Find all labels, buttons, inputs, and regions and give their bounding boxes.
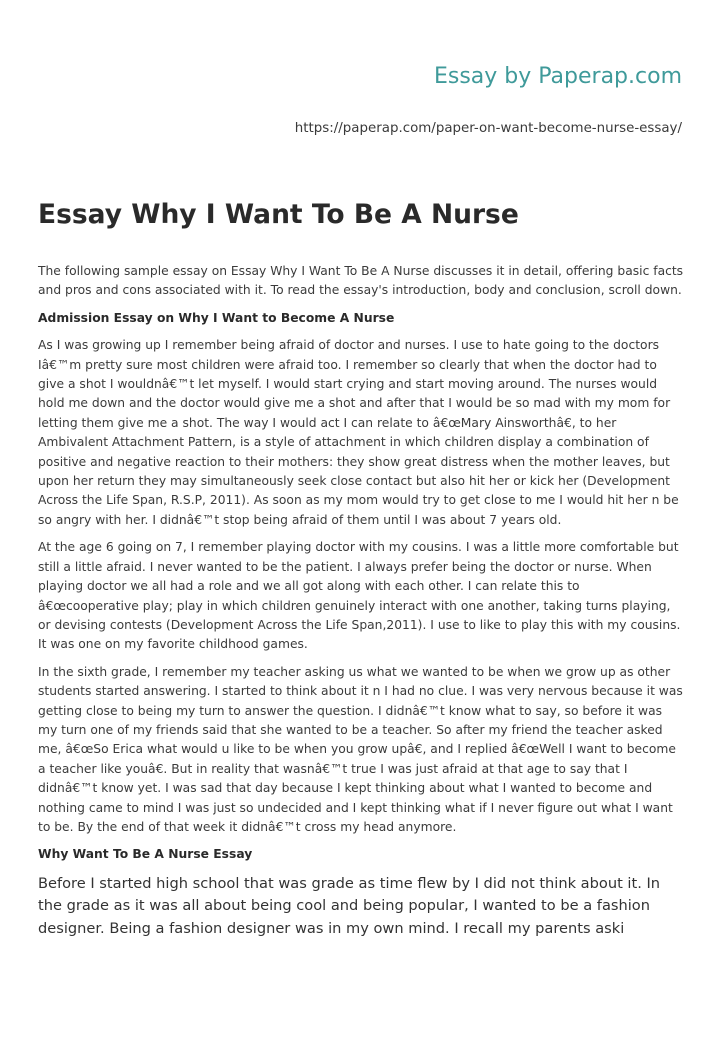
truncated-paragraph: Before I started high school that was grade as time flew by I did not think about it. In the grade as it was all about being cool and being popular, I wanted to be a fashion designer. Being a fashion designer was in my own mind. I recall my parents aski (38, 874, 661, 937)
section-heading-admission: Admission Essay on Why I Want to Become A Nurse (38, 310, 395, 325)
section-heading-why-nurse: Why Want To Be A Nurse Essay (38, 847, 253, 862)
body-paragraph: In the sixth grade, I remember my teacher asking us what we wanted to be when we grow up as other students started answering. I started to think about it n I had no clue. I was very nervous because it was getting close to being my turn to answer the question. I didnâ€™t know what to say, so before it was my turn one of my friends said that she wanted to be a teacher. So after my friend the teacher asked me, â€œSo Erica what would u like to be when you grow upâ€, and I replied â€œWell I want to become a teacher like youâ€. But in reality that wasnâ€™t true I was just afraid at that age to say that I didnâ€™t know yet. I was sad that day because I kept thinking about what I wanted to become and nothing came to mind I was just so undecided and I kept thinking what if I never figure out what I want to be. By the end of that week it didnâ€™t cross my head anymore. (38, 664, 683, 834)
essay-body (38, 262, 684, 940)
source-url: https://paperap.com/paper-on-want-become-nurse-essay/ (294, 121, 682, 136)
intro-paragraph: The following sample essay on Essay Why I Want To Be A Nurse discusses it in detail, offering basic facts and pros and cons associated with it. To read the essay's introduction, body and conclusion, scroll down. (38, 264, 684, 298)
site-brand: Essay by Paperap.com (433, 64, 682, 89)
body-paragraph: As I was growing up I remember being afraid of doctor and nurses. I use to hate going to the doctors Iâ€™m pretty sure most children were afraid too. I remember so clearly that when the doctor had to give a shot I wouldnâ€™t let myself. I would start crying and start moving around. The nurses would hold me down and the doctor would give me a shot and after that I would be so mad with my mom for letting them give me a shot. The way I would act I can relate to â€œMary Ainsworthâ€, to her Ambivalent Attachment Pattern, is a style of attachment in which children display a combination of positive and negative reaction to their mothers: they show great distress when the mother leaves, but upon her return they may simultaneously seek close contact but also hit her or kick her (Development Across the Life Span, R.S.P, 2011). As soon as my mom would try to get close to me I would hit her n be so angry with her. I didnâ€™t stop being afraid of them until I was about 7 years old. (38, 338, 679, 527)
body-paragraph: At the age 6 going on 7, I remember playing doctor with my cousins. I was a little more comfortable but still a little afraid. I never wanted to be the patient. I always prefer being the doctor or nurse. When playing doctor we all had a role and we all got along with each other. I can relate this to â€œcooperative play; play in which children genuinely interact with one another, taking turns playing, or devising contests (Development Across the Life Span,2011). I use to like to play this with my cousins. It was one on my favorite childhood games. (38, 540, 681, 652)
essay-title: Essay Why I Want To Be A Nurse (38, 199, 519, 230)
